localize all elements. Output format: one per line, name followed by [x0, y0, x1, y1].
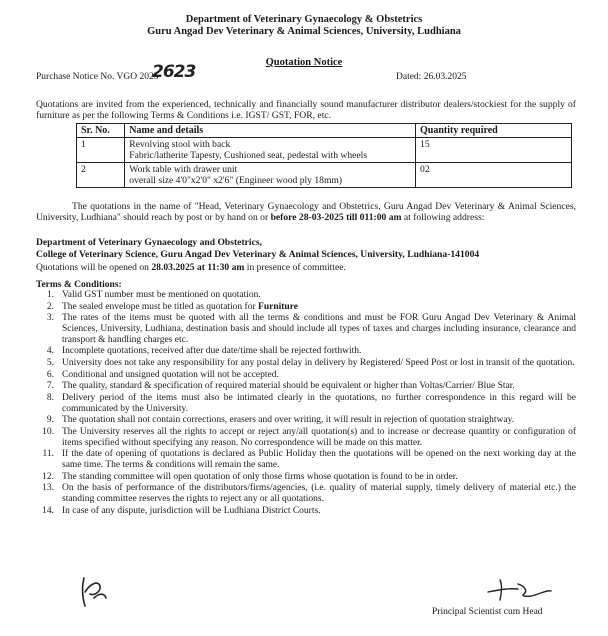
- address-line-1: Department of Veterinary Gynaecology and Obstetrics,: [36, 237, 262, 248]
- term-number: 6.: [46, 369, 54, 380]
- term-text: The University reserves all the rights to accept or reject any/all quotation(s) and to increase or decrease quantity or configuration of items specified without specifying any reason. No correspondence will be made on this matter.: [62, 426, 576, 448]
- col-header-sr: Sr. No.: [77, 124, 125, 138]
- term-number: 8.: [46, 393, 54, 403]
- opening-text-end: in presence of committee.: [244, 262, 346, 273]
- department-heading: Department of Veterinary Gynaecology & Obstetrics: [185, 14, 423, 25]
- term-number: 1.: [46, 290, 54, 300]
- submission-paragraph: [36, 201, 576, 223]
- term-text: In case of any dispute, jurisdiction will be Ludhiana District Courts.: [62, 505, 321, 516]
- opening-datetime: 28.03.2025 at 11:30 am: [151, 262, 245, 273]
- term-number: 12.: [42, 471, 54, 482]
- term-item: [36, 370, 576, 381]
- col-header-details: Name and details: [125, 124, 416, 138]
- col-header-quantity: Quantity required: [416, 124, 572, 138]
- term-item: [36, 506, 576, 517]
- signature-icon: [484, 574, 554, 604]
- term-item: [36, 483, 576, 504]
- term-number: 11.: [42, 449, 54, 460]
- term-number: 3.: [46, 313, 54, 324]
- purchase-notice-number: 2623: [152, 62, 196, 82]
- item-spec: overall size 4'0"x2'0" x2'6" (Engineer wood ply 18mm): [129, 175, 343, 186]
- term-text: If the date of opening of quotations is declared as Public Holiday then the quotations will be opened on the next working day at the same time. The terms & conditions will remain the same.: [62, 449, 576, 470]
- term-item: [36, 427, 576, 448]
- notice-date: Dated: 26.03.2025: [396, 72, 467, 82]
- term-text: The quality, standard & specification of required material should be equivalent or higher than Voltas/Carrier/ Blue Star.: [62, 381, 515, 392]
- opening-paragraph: [36, 262, 576, 273]
- term-text: The quotation shall not contain corrections, erasers and over writing, it will result in rejection of quotation straightway.: [62, 415, 515, 426]
- item-name: Work table with drawer unit: [129, 164, 238, 175]
- term-text: Delivery period of the items must also be intimated clearly in the quotations, no further correspondence in this regard will be communicated by the University.: [62, 393, 576, 414]
- term-number: 13.: [42, 483, 54, 494]
- term-number: 2.: [46, 301, 54, 312]
- term-item: [36, 346, 576, 357]
- term-text: The rates of the items must be quoted with all the terms & conditions and must be FOR Guru Angad Dev Veterinary & Animal Sciences, University, Ludhiana, destination basis and should include all types of taxes and charges including insurance, clearance and transport & handling charges etc.: [62, 313, 576, 345]
- term-item: [36, 290, 576, 301]
- term-text: On the basis of performance of the distributors/firms/agencies, (i.e. quality of material supply, timely delivery of material etc.) the standing committee reserves the rights to reject any or all quotations.: [62, 483, 576, 504]
- item-spec: Fabric/latherite Tapesty, Cushioned seat, pedestal with wheels: [129, 150, 368, 161]
- purchase-notice-label: Purchase Notice No. VGO 2025: [36, 72, 159, 82]
- handwritten-initials-icon: [76, 572, 112, 612]
- terms-heading: Terms & Conditions:: [36, 280, 122, 290]
- term-text: The standing committee will open quotation of only those firms whose quotation is found to be in order.: [62, 471, 458, 482]
- term-item: [36, 415, 576, 426]
- term-item: [36, 393, 576, 414]
- item-sr: 2: [77, 163, 125, 188]
- term-item: [36, 449, 576, 470]
- address-line-2: College of Veterinary Science, Guru Angad Dev Veterinary & Animal Sciences, University, Ludhiana-141004: [36, 249, 480, 260]
- term-number: 14.: [42, 505, 54, 516]
- intro-paragraph: Quotations are invited from the experienced, technically and financially sound manufacturer distributor dealers/stockiest for the supply of furniture as per the following Terms & Conditions i.e. IGST/ GST, FOR, etc.: [36, 99, 576, 121]
- university-heading: Guru Angad Dev Veterinary & Animal Sciences, University, Ludhiana: [147, 26, 461, 37]
- term-text: Incomplete quotations, received after due date/time shall be rejected forthwith.: [62, 346, 362, 357]
- item-quantity: 02: [416, 163, 572, 188]
- table-row: [77, 163, 572, 188]
- table-header-row: [77, 124, 572, 138]
- submission-text-end: at following address:: [401, 212, 485, 223]
- term-text: Conditional and unsigned quotation will not be accepted.: [62, 369, 279, 380]
- opening-text: Quotations will be opened on: [36, 262, 152, 273]
- item-quantity: 15: [416, 138, 572, 163]
- term-item: [36, 381, 576, 392]
- term-text: Valid GST number must be mentioned on quotation.: [62, 290, 261, 300]
- item-details: [125, 163, 416, 188]
- submission-text: The quotations in the name of "Head, Veterinary Gynaecology and Obstetrics, Guru Angad Dev Veterinary & Animal Sciences, University, Ludhiana" should reach by post or by hand on or: [36, 201, 576, 223]
- term-number: 5.: [46, 357, 54, 368]
- term-item: [36, 302, 576, 313]
- term-number: 9.: [46, 415, 54, 426]
- term-item: [36, 358, 576, 369]
- term-text: The sealed envelope must be titled as quotation for: [62, 301, 259, 312]
- term-number: 10.: [42, 426, 54, 437]
- term-text: University does not take any responsibility for any postal delay in delivery by Registered/ Speed Post or lost in transit of the quotation.: [62, 357, 575, 368]
- notice-title: Quotation Notice: [265, 57, 343, 68]
- item-details: [125, 138, 416, 163]
- term-bold-text: Furniture: [258, 301, 298, 312]
- items-table: [76, 123, 572, 188]
- item-sr: 1: [77, 138, 125, 163]
- term-number: 7.: [46, 381, 54, 392]
- item-name: Revolving stool with back: [129, 139, 231, 150]
- term-item: [36, 313, 576, 345]
- term-item: [36, 472, 576, 483]
- term-number: 4.: [46, 346, 54, 357]
- table-row: [77, 138, 572, 163]
- submission-deadline: before 28-03-2025 till 011:00 am: [270, 212, 402, 223]
- address-block: [36, 237, 596, 261]
- signatory-title: Principal Scientist cum Head: [432, 607, 543, 617]
- terms-list: [36, 290, 576, 517]
